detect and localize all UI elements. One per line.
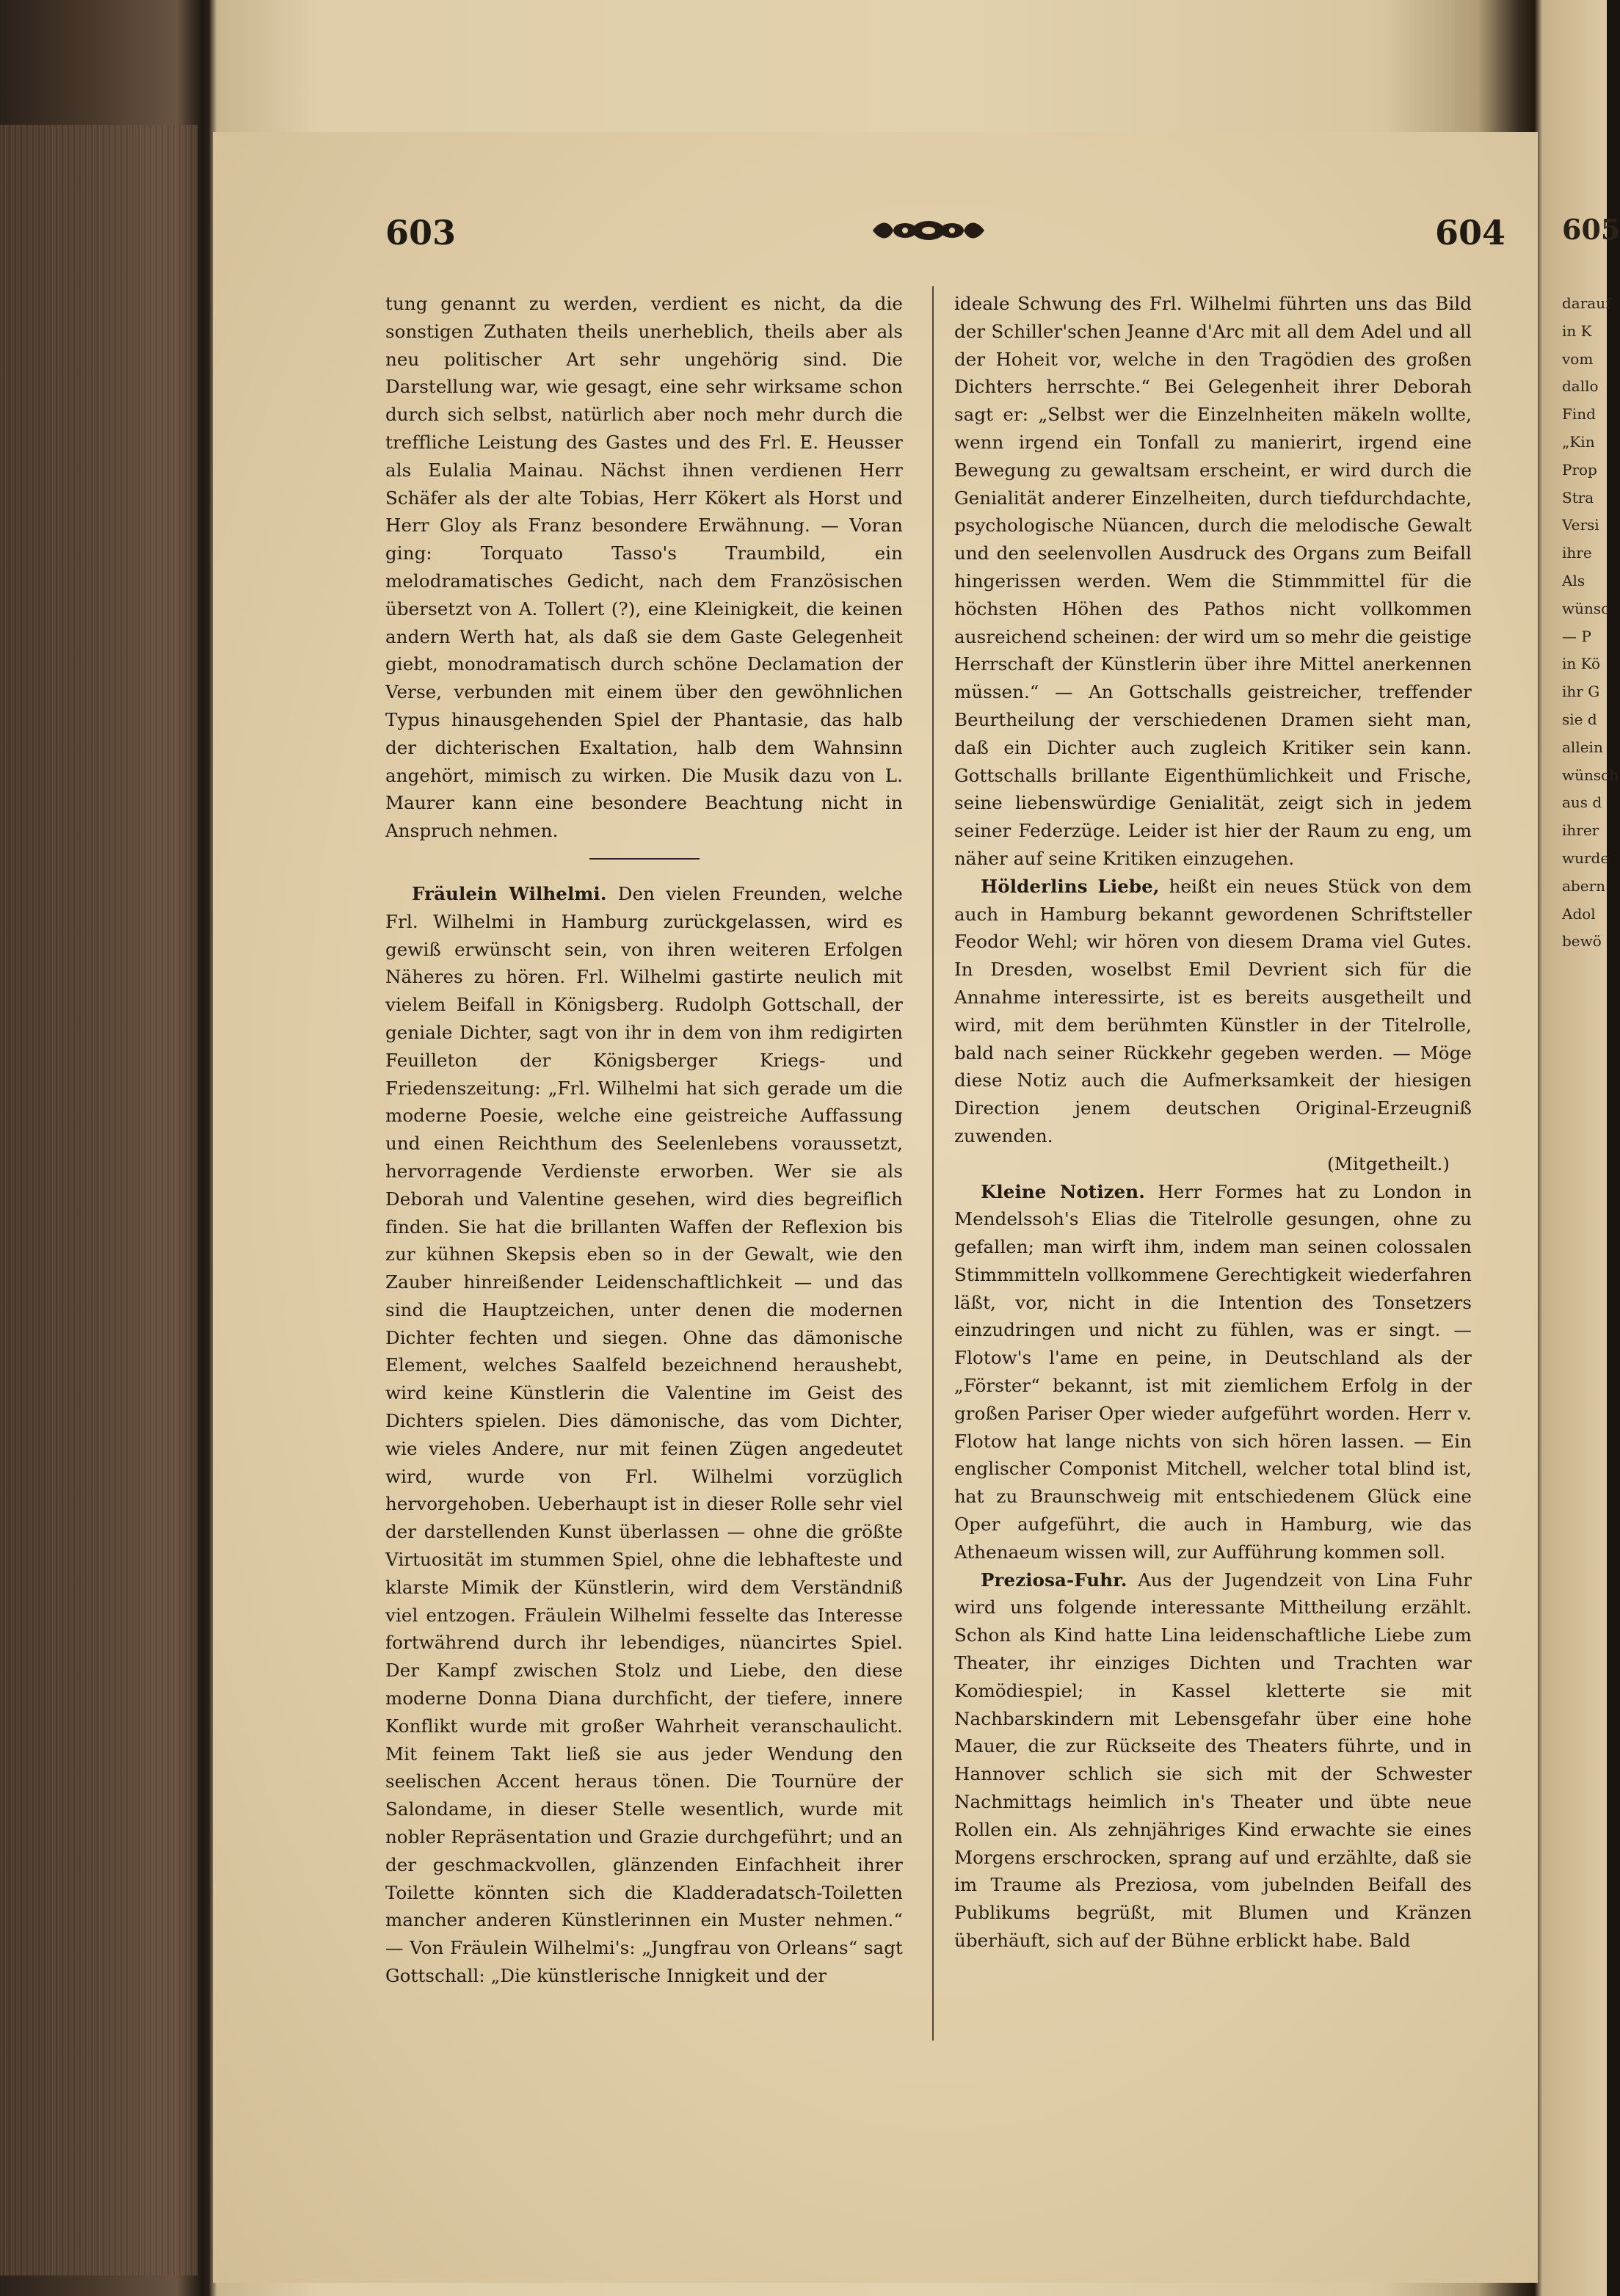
next-page-fragment: Versi [1562, 516, 1599, 534]
next-page-edge [1562, 213, 1620, 2283]
next-page-fragment: wünsch [1562, 766, 1619, 784]
paragraph-body: Aus der Jugendzeit von Lina Fuhr wird uns folgende interessante Mittheilung erzählt. Schon als Kind hatte Lina leidenschaftliche Liebe zum Theater, ihr einziges Dichten und Trachten war Komödiespiel; in Kassel kletterte sie mit Nachbarskindern mit Lebensgefahr über eine hohe Mauer, die zur Rückseite des Theaters führte, und in Hannover schlich sie sich mit der Schwester Nachmittags heimlich in's Theater und übte neue Rollen ein. Als zehnjähriges Kind erwachte sie eines Morgens erschrocken, sprang auf und erzählte, daß sie im Traume als Preziosa, vom jubelnden Beifall des Publikums begrüßt, mit Blumen und Kränzen überhäuft, sich auf der Bühne erblickt habe. Bald [954, 1569, 1472, 1952]
next-page-fragment: allein [1562, 738, 1603, 756]
paragraph [385, 880, 903, 1990]
next-page-fragment: in K [1562, 321, 1592, 340]
next-page-fragment: dallo [1562, 377, 1599, 396]
next-page-fragment: „Kin [1562, 432, 1595, 451]
paragraph [954, 1178, 1472, 1566]
next-page-fragment: vom [1562, 349, 1594, 368]
paragraph [954, 1566, 1472, 1955]
next-page-fragment: darauf [1562, 294, 1611, 312]
paragraph-body: Den vielen Freunden, welche Frl. Wilhelmi in Hamburg zurückgelassen, wird es gewiß erwünscht sein, von ihren weiteren Erfolgen Näheres zu hören. Frl. Wilhelmi gastirte neulich mit vielem Beifall in Königsberg. Rudolph Gottschall, der geniale Dichter, sagt von ihr in dem von ihm redigirten Feuilleton der Königsberger Kriegs- und Friedenszeitung: „Frl. Wilhelmi hat sich gerade um die moderne Poesie, welche eine geistreiche Auffassung und einen Reichthum des Seelenlebens voraussetzt, hervorragende Verdienste erworben. Wer sie als Deborah und Valentine gesehen, wird dies begreiflich finden. Sie hat die brillanten Waffen der Reflexion bis zur kühnen Skepsis eben so in der Gewalt, wie den Zauber hinreißender Leidenschaftlichkeit — und das sind die Hauptzeichen, unter denen die modernen Dichter fechten und siegen. Ohne das dämonische Element, welches Saalfeld bezeichnend heraushebt, wird keine Künstlerin die Valentine im Geist des Dichters spielen. Dies dämonische, das vom Dichter, wie vieles Andere, nur mit feinen Zügen angedeutet wird, wurde von Frl. Wilhelmi vorzüglich hervorgehoben. Ueberhaupt ist in dieser Rolle sehr viel der darstellenden Kunst überlassen — ohne die größte Virtuosität im stummen Spiel, ohne die lebhafteste und klarste Mimik der Künstlerin, wird dem Verständniß viel entzogen. Fräulein Wilhelmi fesselte das Interesse fortwährend durch ihr lebendiges, nüancirtes Spiel. Der Kampf zwischen Stolz und Liebe, den diese moderne Donna Diana durchficht, der tiefere, innere Konflikt wurde mit großer Wahrheit veranschaulicht. Mit feinem Takt ließ sie aus jeder Wendung den seelischen Accent heraus tönen. Die Tournüre der Salondame, in dieser Stelle wesentlich, wurde mit nobler Repräsentation und Grazie durchgeführt; und an der geschmackvollen, glänzenden Einfachheit ihrer Toilette könnten sich die Kladderadatsch-Toiletten mancher anderen Künstlerinnen ein Muster nehmen.“ — Von Fräulein Wilhelmi's: „Jungfrau von Orleans“ sagt Gottschall: „Die künstlerische Innigkeit und der [385, 882, 903, 1987]
paragraph-heading: Fräulein Wilhelmi. [412, 882, 607, 904]
next-page-fragment: — P [1562, 627, 1591, 645]
credit-line: (Mitgetheilt.) [1327, 1152, 1450, 1174]
next-page-fragment: aus d [1562, 793, 1602, 812]
left-column [385, 290, 903, 1990]
page-edges [0, 125, 198, 2275]
next-page-fragment: Als [1562, 571, 1586, 589]
right-column [954, 290, 1472, 1955]
next-page-fragment: in Kö [1562, 655, 1601, 673]
next-page-fragment: Stra [1562, 488, 1594, 506]
right-page-number: 604 [1435, 213, 1506, 253]
column-rule [932, 286, 934, 2041]
paragraph-body: Herr Formes hat zu London in Mendelssoh's Elias die Titelrolle gesungen, ohne zu gefallen; man wirft ihm, indem man seinen colossalen Stimmmitteln vollkommene Gerechtigkeit wiederfahren läßt, vor, nicht in die Intention des Tonsetzers einzudringen und nicht zu fühlen, was er singt. — Flotow's l'ame en peine, in Deutschland als der „Förster“ bekannt, ist mit ziemlichem Erfolg in der großen Pariser Oper wieder aufgeführt worden. Herr v. Flotow hat lange nichts von sich hören lassen. — Ein englischer Componist Mitchell, welcher total blind ist, hat zu Braunschweig mit entschiedenem Glück eine Oper aufgeführt, die auch in Hamburg, wie das Athenaeum wissen will, zur Aufführung kommen soll. [954, 1180, 1472, 1563]
paragraph-heading: Kleine Notizen. [981, 1180, 1145, 1202]
paragraph-heading: Preziosa-Fuhr. [981, 1569, 1127, 1591]
section-divider [589, 858, 700, 860]
next-page-fragment: abern [1562, 876, 1606, 895]
next-page-number: 605 [1562, 213, 1620, 246]
next-page-fragment: bewö [1562, 932, 1602, 951]
next-page-fragment: sie d [1562, 710, 1597, 728]
next-page-fragment: wurde [1562, 849, 1610, 867]
paragraph: ideale Schwung des Frl. Wilhelmi führten uns das Bild der Schiller'schen Jeanne d'Arc mit all dem Adel und all der Hoheit vor, welche in den Tragödien des großen Dichters herrschte.“ Bei Gelegenheit ihrer Deborah sagt er: „Selbst wer die Einzelnheiten mäkeln wollte, wenn irgend ein Tonfall zu manierirt, irgend eine Bewegung zu gewaltsam erscheint, er wird durch die Genialität anderer Einzelheiten, durch tiefdurchdachte, psychologische Nüancen, durch die melodische Gewalt und den seelenvollen Ausdruck des Organs zum Beifall hingerissen werden. Wem die Stimmmittel für die höchsten Höhen des Pathos nicht vollkommen ausreichend scheinen: der wird um so mehr die geistige Herrschaft der Künstlerin über ihre Mittel anerkennen müssen.“ — An Gottschalls geistreicher, treffender Beurtheilung der verschiedenen Dramen sieht man, daß ein Dichter auch zugleich Kritiker sein kann. Gottschalls brillante Eigenthümlichkeit und Frische, seine liebenswürdige Genialität, zeigt sich in jedem seiner Federzüge. Leider ist hier der Raum zu eng, um näher auf seine Kritiken einzugehen. [954, 293, 1472, 869]
paragraph: tung genannt zu werden, verdient es nicht, da die sonstigen Zuthaten theils unerheblich, theils aber als neu politischer Art sehr ungehörig sind. Die Darstellung war, wie gesagt, eine sehr wirksame schon durch sich selbst, natürlich aber noch mehr durch die treffliche Leistung des Gastes und des Frl. E. Heusser als Eulalia Mainau. Nächst ihnen verdienen Herr Schäfer als der alte Tobias, Herr Kökert als Horst und Herr Gloy als Franz besondere Erwähnung. — Voran ging: Torquato Tasso's Traumbild, ein melodramatisches Gedicht, nach dem Französischen übersetzt von A. Tollert (?), eine Kleinigkeit, die keinen andern Werth hat, als daß sie dem Gaste Gelegenheit giebt, monodramatisch durch schöne Declamation der Verse, verbunden mit einem über den gewöhnlichen Typus hinausgehenden Spiel der Phantasie, das halb der dichterischen Exaltation, halb dem Wahnsinn angehört, mimisch zu wirken. Die Musik dazu von L. Maurer kann eine besondere Beachtung nicht in Anspruch nehmen. [385, 293, 903, 842]
next-page-fragment: wünsc [1562, 599, 1610, 617]
left-page-number: 603 [385, 213, 457, 253]
next-page-fragment: ihr G [1562, 683, 1600, 701]
next-page-fragment: Adol [1562, 904, 1596, 923]
paragraph-body: heißt ein neues Stück von dem auch in Hamburg bekannt gewordenen Schriftsteller Feodor Wehl; wir hören von diesem Drama viel Gutes. In Dresden, woselbst Emil Devrient sich für die Annahme interessirte, ist es bereits ausgetheilt und wird, mit dem berühmten Künstler in der Titelrolle, bald nach seiner Rückkehr gegeben werden. — Möge diese Notiz auch die Aufmerksamkeit der hiesigen Direction jenem deutschen Original-Erzeugniß zuwenden. [954, 875, 1472, 1147]
ornament-icon [870, 214, 987, 247]
paragraph [954, 873, 1472, 1150]
paragraph-heading: Hölderlins Liebe, [981, 875, 1160, 897]
next-page-fragment: Prop [1562, 460, 1597, 479]
next-page-fragment: Find [1562, 405, 1596, 424]
next-page-fragment: ihrer [1562, 821, 1599, 840]
next-page-fragment: ihre [1562, 544, 1592, 562]
